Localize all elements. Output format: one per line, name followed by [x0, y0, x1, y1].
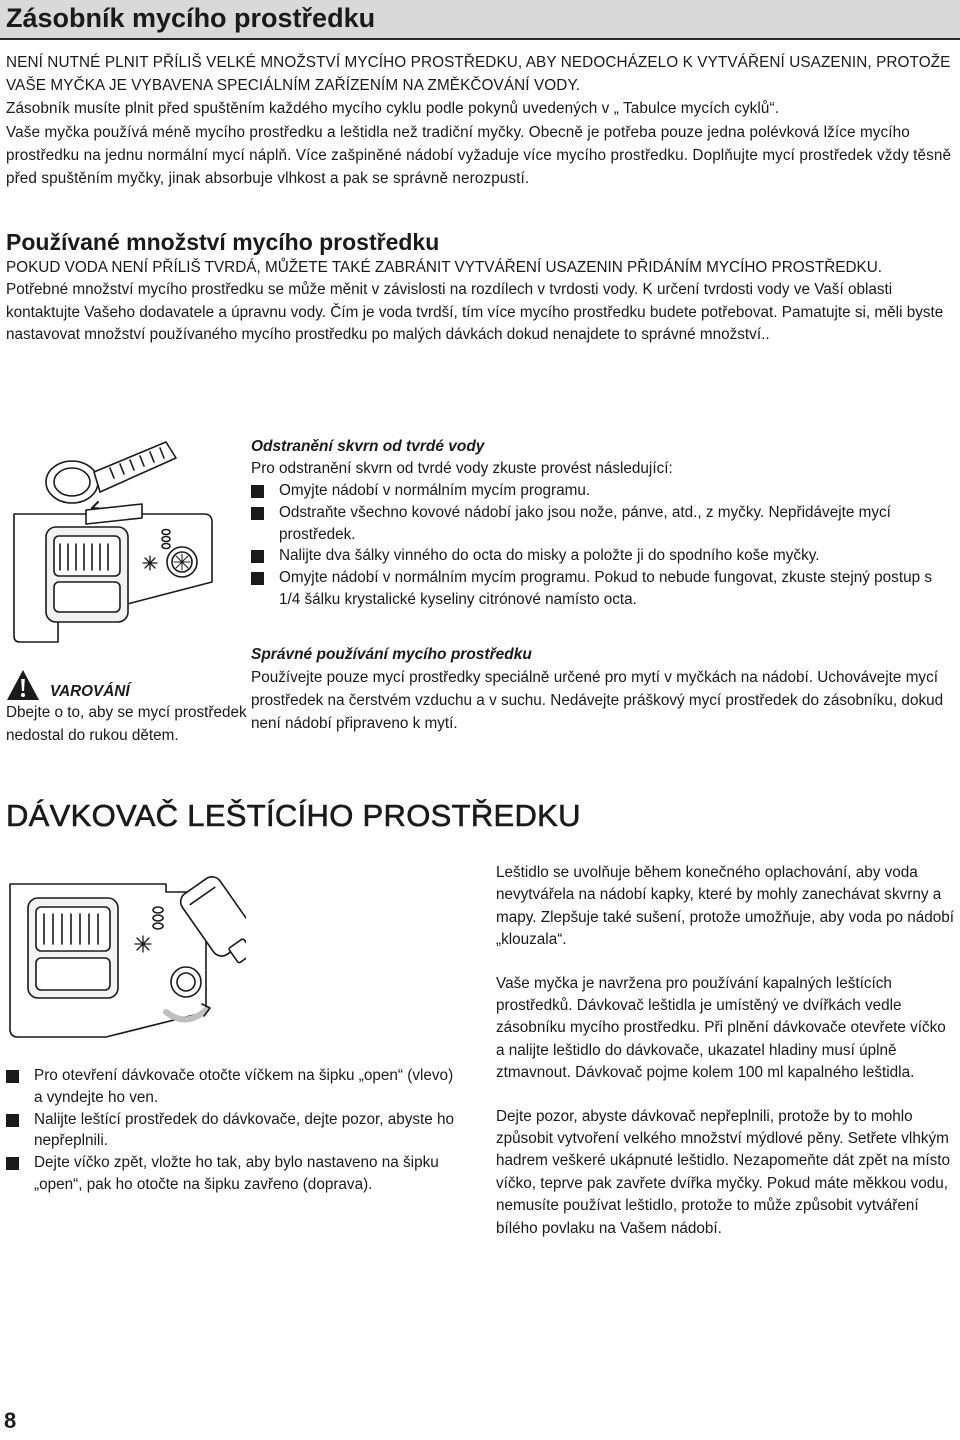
- proper-use-section: [251, 644, 956, 735]
- rinse-description: [496, 862, 956, 1261]
- rinse-steps: [4, 1065, 464, 1196]
- page-title: Zásobník mycího prostředku: [6, 3, 376, 33]
- list-item: Odstraňte všechno kovové nádobí jako jsou nože, pánve, atd., z myčky. Nepřidávejte mycí prostředek.: [249, 502, 956, 546]
- rinse-aid-illustration: [6, 862, 246, 1047]
- amount-caps: POKUD VODA NENÍ PŘÍLIŠ TVRDÁ, MŮŽETE TAKÉ ZABRÁNIT VYTVÁŘENÍ USAZENIN PŘIDÁNÍM MYCÍHO PROSTŘEDKU.: [6, 259, 883, 276]
- list-item: Pro otevření dávkovače otočte víčkem na šipku „open“ (vlevo) a vyndejte ho ven.: [4, 1065, 464, 1109]
- rinse-paragraph: Vaše myčka je navržena pro používání kapalných leštících prostředků. Dávkovač leštidla je umístěný ve dvířkách vedle zásobníku mycího prostředku. Při plnění dávkovače otevřete víčko a nalijte leštidlo do dávkovače, ukazatel hladiny musí úplně ztmavnout. Dávkovač pojme kolem 100 ml kapalného leštidla.: [496, 974, 946, 1082]
- list-item: Nalijte dva šálky vinného do octa do misky a položte ji do spodního koše myčky.: [249, 545, 956, 567]
- rinse-paragraph: Leštidlo se uvolňuje během konečného oplachování, aby voda nevytvářela na nádobí kapky, které by mohly zanechávat skvrny a mapy. Zlepšuje také sušení, protože umožňuje, aby voda po nádobí „klouzala“.: [496, 864, 955, 949]
- stains-heading: Odstranění skvrn od tvrdé vody: [251, 438, 485, 455]
- square-bullet-icon: [6, 1114, 19, 1127]
- warning-box: [6, 661, 251, 747]
- intro-text: [6, 51, 956, 190]
- square-bullet-icon: [6, 1070, 19, 1083]
- amount-heading: Používané množství mycího prostředku: [6, 229, 440, 255]
- intro-usage: Vaše myčka používá méně mycího prostředku a leštidla než tradiční myčky. Obecně je potřeba pouze jedna polévková lžíce mycího prostředku na jednu normální mycí náplň. Více zašpiněné nádobí vyžaduje více mycího prostředku. Doplňujte mycí prostředek vždy těsně před spuštěním myčky, jinak absorbuje vlhkost a pak se správně nerozpustí.: [6, 123, 952, 188]
- detergent-dispenser-illustration: [6, 432, 236, 650]
- warning-text: Dbejte o to, aby se mycí prostředek nedostal do rukou dětem.: [6, 704, 247, 744]
- square-bullet-icon: [251, 572, 264, 585]
- list-item: Nalijte leštící prostředek do dávkovače, dejte pozor, abyste ho nepřeplnili.: [4, 1109, 464, 1153]
- warning-label: VAROVÁNÍ: [50, 683, 130, 700]
- proper-use-heading: Správné používání mycího prostředku: [251, 646, 532, 663]
- stains-section: [251, 436, 956, 611]
- square-bullet-icon: [251, 550, 264, 563]
- title-bar: [0, 0, 960, 40]
- stains-list: [249, 480, 956, 611]
- intro-caps: NENÍ NUTNÉ PLNIT PŘÍLIŠ VELKÉ MNOŽSTVÍ MYCÍHO PROSTŘEDKU, ABY NEDOCHÁZELO K VYTVÁŘENÍ USAZENIN, PROTOŽE VAŠE MYČKA JE VYBAVENA SPECIÁLNÍM ZAŘÍZENÍM NA ZMĚKČOVÁNÍ VODY.: [6, 54, 951, 95]
- rinse-heading: DÁVKOVAČ LEŠTÍCÍHO PROSTŘEDKU: [6, 798, 581, 833]
- square-bullet-icon: [251, 485, 264, 498]
- list-item: Dejte víčko zpět, vložte ho tak, aby bylo nastaveno na šipku „open“, pak ho otočte na šipku zavřeno (doprava).: [4, 1152, 464, 1196]
- rinse-steps-list: [4, 1065, 464, 1196]
- list-item: Omyjte nádobí v normálním mycím programu.: [249, 480, 956, 502]
- square-bullet-icon: [6, 1157, 19, 1170]
- warning-triangle-icon: [6, 669, 40, 701]
- stains-intro: Pro odstranění skvrn od tvrdé vody zkuste provést následující:: [251, 460, 673, 477]
- rinse-paragraph: Dejte pozor, abyste dávkovač nepřeplnili, protože by to mohlo způsobit vytvoření velkého množství mýdlové pěny. Setřete vlhkým hadrem veškeré ukápnuté leštidlo. Nezapomeňte dát zpět na místo víčko, teprve pak zavřete dvířka myčky. Pokud máte měkkou vodu, nemusíte používat leštidlo, protože to může způsobit vytváření bílého povlaku na Vašem nádobí.: [496, 1107, 951, 1237]
- amount-section: [6, 228, 956, 346]
- amount-text: Potřebné množství mycího prostředku se může měnit v závislosti na rozdílech v tvrdosti vody. K určení tvrdosti vody ve Vaší oblasti kontaktujte Vašeho dodavatele a úpravnu vody. Čím je voda tvrdší, tím více mycího prostředku budete potřebovat. Pamatujte si, měli byste nastavovat množství používaného mycího prostředku po malých dávkách dokud nenajdete to správné množství..: [6, 281, 944, 343]
- list-item: Omyjte nádobí v normálním mycím programu. Pokud to nebude fungovat, zkuste stejný postup s 1/4 šálku krystalické kyseliny citrónové namísto octa.: [249, 567, 956, 611]
- proper-use-text: Používejte pouze mycí prostředky speciálně určené pro mytí v myčkách na nádobí. Uchovávejte mycí prostředek na čerstvém vzduchu a v suchu. Nedávejte práškový mycí prostředek do zásobníku, dokud není nádobí připraveno k mytí.: [251, 669, 944, 732]
- page-number: 8: [4, 1408, 17, 1433]
- intro-fill: Zásobník musíte plnit před spuštěním každého mycího cyklu podle pokynů uvedených v „ Tabulce mycích cyklů“.: [6, 100, 780, 118]
- square-bullet-icon: [251, 507, 264, 520]
